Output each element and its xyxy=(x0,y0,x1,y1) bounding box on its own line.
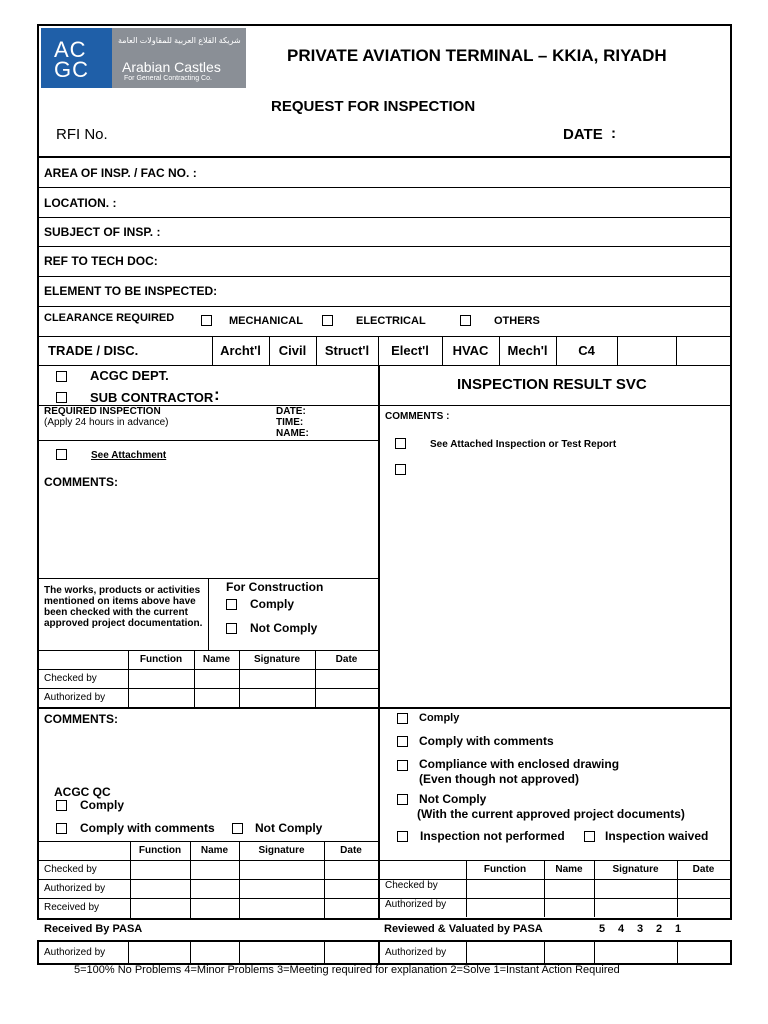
result-not-comply-label: Not Comply xyxy=(419,792,487,806)
result-not-performed-checkbox[interactable] xyxy=(397,831,408,842)
right-name-header: Name xyxy=(555,864,583,875)
result-compliance-drawing-checkbox[interactable] xyxy=(397,760,408,771)
discipline-architectural: Archt'l xyxy=(220,343,261,358)
discipline-mechanical: Mech'l xyxy=(507,343,548,358)
lower-left-checked-by: Checked by xyxy=(44,864,97,875)
upper-left-name-header: Name xyxy=(202,654,231,665)
discipline-electrical: Elect'l xyxy=(391,343,429,358)
result-waived-label: Inspection waived xyxy=(605,829,709,843)
result-comply-comments-checkbox[interactable] xyxy=(397,736,408,747)
result-comply-label: Comply xyxy=(419,712,460,724)
right-date-header: Date xyxy=(692,864,715,875)
upper-left-signature-header: Signature xyxy=(253,654,301,665)
rating-2: 2 xyxy=(656,923,663,935)
clearance-label: CLEARANCE REQUIRED xyxy=(44,312,175,324)
apply-advance-note: (Apply 24 hours in advance) xyxy=(44,417,169,428)
qc-comply-comments-checkbox[interactable] xyxy=(56,823,67,834)
upper-left-function-header: Function xyxy=(139,654,183,665)
left-comments-label: COMMENTS: xyxy=(44,475,118,489)
sub-contractor-checkbox[interactable] xyxy=(56,392,67,403)
others-checkbox[interactable] xyxy=(460,315,471,326)
result-comply-comments-label: Comply with comments xyxy=(419,734,554,748)
see-attachment-link[interactable]: See Attachment xyxy=(91,450,167,461)
inspection-time-label: TIME: xyxy=(276,417,304,428)
date-label: DATE xyxy=(563,126,603,143)
rating-5: 5 xyxy=(599,923,606,935)
acgc-dept-checkbox[interactable] xyxy=(56,371,67,382)
date-colon: : xyxy=(611,125,616,142)
page-title: PRIVATE AVIATION TERMINAL – KKIA, RIYADH xyxy=(287,46,667,65)
reviewed-by-pasa-label: Reviewed & Valuated by PASA xyxy=(384,923,543,935)
see-attachment-checkbox[interactable] xyxy=(56,449,67,460)
result-even-though-note: (Even though not approved) xyxy=(419,772,579,786)
lower-left-comments-label: COMMENTS: xyxy=(44,712,118,726)
sub-contractor-colon: : xyxy=(214,385,220,404)
qc-comply-checkbox[interactable] xyxy=(56,800,67,811)
discipline-c4: C4 xyxy=(578,343,595,358)
required-inspection-label: REQUIRED INSPECTION xyxy=(44,406,161,417)
acgc-dept-label: ACGC DEPT. xyxy=(90,368,169,383)
rating-legend: 5=100% No Problems 4=Minor Problems 3=Meeting required for explanation 2=Solve 1=Instant Action Required xyxy=(74,964,620,976)
construction-not-comply-checkbox[interactable] xyxy=(226,623,237,634)
right-function-header: Function xyxy=(483,864,527,875)
result-comply-checkbox[interactable] xyxy=(397,713,408,724)
construction-comply-label: Comply xyxy=(250,597,295,611)
see-attached-report-checkbox[interactable] xyxy=(395,438,406,449)
logo-letters-top: AC xyxy=(54,37,87,62)
trade-label: TRADE / DISC. xyxy=(48,343,139,358)
lower-left-date-header: Date xyxy=(340,845,362,856)
discipline-structural: Struct'l xyxy=(324,343,370,358)
logo-mark xyxy=(41,28,112,88)
rfi-number-label: RFI No. xyxy=(56,126,108,143)
inspection-name-label: NAME: xyxy=(276,428,309,439)
result-not-performed-label: Inspection not performed xyxy=(420,829,565,843)
subject-field-label: SUBJECT OF INSP. : xyxy=(44,225,161,239)
inspection-form xyxy=(37,24,732,920)
element-field-label: ELEMENT TO BE INSPECTED: xyxy=(44,284,218,298)
upper-left-authorized-by: Authorized by xyxy=(44,692,106,703)
approval-statement: The works, products or activities mentioned on items above have been checked with the current approved project documentation. xyxy=(44,585,203,629)
right-blank-checkbox[interactable] xyxy=(395,464,406,475)
construction-comply-checkbox[interactable] xyxy=(226,599,237,610)
lower-left-signature-header: Signature xyxy=(258,845,305,856)
logo-company-name: Arabian Castles xyxy=(122,59,221,75)
area-field-label: AREA OF INSP. / FAC NO. : xyxy=(44,166,197,180)
ref-doc-field-label: REF TO TECH DOC: xyxy=(44,254,158,268)
lower-left-received-by: Received by xyxy=(44,902,100,913)
see-attached-report-label: See Attached Inspection or Test Report xyxy=(430,439,617,450)
right-comments-label: COMMENTS : xyxy=(385,411,450,422)
logo-letters-bottom: GC xyxy=(54,57,89,82)
construction-not-comply-label: Not Comply xyxy=(250,621,318,635)
lower-left-name-header: Name xyxy=(200,845,229,856)
rating-1: 1 xyxy=(675,923,682,935)
for-construction-label: For Construction xyxy=(226,580,324,594)
discipline-civil: Civil xyxy=(278,343,307,358)
others-label: OTHERS xyxy=(494,315,540,327)
qc-comply-comments-label: Comply with comments xyxy=(80,821,215,835)
right-authorized-by: Authorized by xyxy=(385,899,447,910)
logo-arabic-text: شريكة القلاع العربية للمقاولات العامة xyxy=(118,36,241,45)
footer-right-authorized-by: Authorized by xyxy=(385,947,447,958)
result-with-current-note: (With the current approved project documents) xyxy=(417,807,685,821)
logo-company-sub: For General Contracting Co. xyxy=(124,75,212,82)
rating-3: 3 xyxy=(637,923,644,935)
received-by-pasa-label: Received By PASA xyxy=(44,923,143,935)
electrical-checkbox[interactable] xyxy=(322,315,333,326)
discipline-hvac: HVAC xyxy=(452,343,489,358)
inspection-result-title: INSPECTION RESULT SVC xyxy=(457,376,647,393)
result-compliance-drawing-label: Compliance with enclosed drawing xyxy=(419,757,620,771)
acgc-qc-label: ACGC QC xyxy=(54,785,111,799)
upper-left-date-header: Date xyxy=(335,654,358,665)
form-subtitle: REQUEST FOR INSPECTION xyxy=(271,98,476,115)
qc-not-comply-label: Not Comply xyxy=(255,821,323,835)
result-waived-checkbox[interactable] xyxy=(584,831,595,842)
authorization-row xyxy=(37,940,732,965)
right-checked-by: Checked by xyxy=(385,880,438,891)
qc-not-comply-checkbox[interactable] xyxy=(232,823,243,834)
footer-left-authorized-by: Authorized by xyxy=(44,947,106,958)
right-signature-header: Signature xyxy=(612,864,659,875)
mechanical-checkbox[interactable] xyxy=(201,315,212,326)
qc-comply-label: Comply xyxy=(80,798,125,812)
result-not-comply-checkbox[interactable] xyxy=(397,794,408,805)
lower-left-authorized-by: Authorized by xyxy=(44,883,106,894)
sub-contractor-label: SUB CONTRACTOR xyxy=(90,390,214,405)
mechanical-label: MECHANICAL xyxy=(229,315,303,327)
lower-left-function-header: Function xyxy=(138,845,182,856)
rating-4: 4 xyxy=(618,923,625,935)
location-field-label: LOCATION. : xyxy=(44,196,117,210)
electrical-label: ELECTRICAL xyxy=(356,315,426,327)
inspection-date-label: DATE: xyxy=(276,406,306,417)
logo-wordmark xyxy=(112,28,246,88)
upper-left-checked-by: Checked by xyxy=(44,673,97,684)
